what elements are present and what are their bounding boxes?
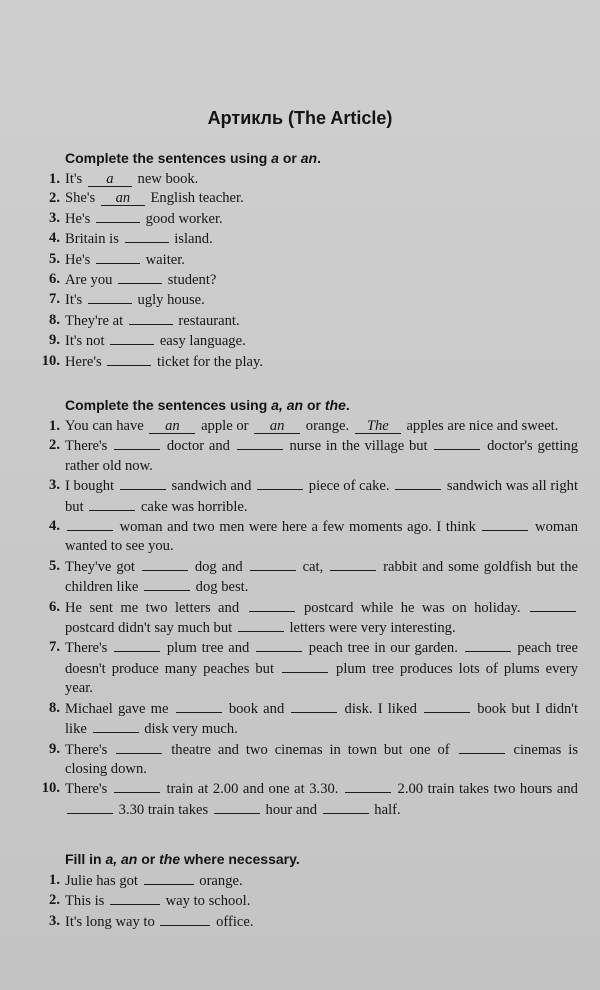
item-number: 5.: [49, 557, 60, 574]
instruction-keyword: a: [271, 150, 279, 166]
sentence-text: disk. I liked: [339, 700, 423, 717]
item-sentence: [65, 476, 578, 517]
exercise-item: [38, 517, 578, 557]
exercise-list: [38, 417, 578, 820]
item-number: 5.: [49, 250, 60, 267]
sentence-text: Britain is: [65, 231, 123, 248]
exercise-item: [38, 557, 578, 598]
instruction-text: or: [278, 150, 301, 166]
sentence-text: train at 2.00 and one at 3.30.: [161, 781, 343, 798]
sentence-text: island.: [170, 231, 213, 248]
answer-blank[interactable]: [120, 476, 166, 490]
answer-blank[interactable]: [93, 719, 139, 733]
sentence-text: woman wanted to see you.: [65, 519, 578, 555]
sentence-text: letters were very interesting.: [285, 620, 456, 637]
exercise-section-a-an: [38, 150, 578, 372]
item-number: 4.: [49, 518, 60, 535]
item-number: 3.: [49, 912, 60, 929]
answer-blank[interactable]: [129, 311, 173, 325]
page-title: Артикль (The Article): [207, 108, 393, 128]
sentence-text: cinemas is closing down.: [65, 741, 579, 777]
sentence-text: You can have: [65, 418, 148, 434]
item-number: 2.: [49, 437, 60, 454]
instruction-keyword: the: [159, 851, 181, 867]
item-sentence: [65, 517, 578, 557]
sentence-text: sandwich and: [167, 478, 256, 495]
sentence-text: new book.: [133, 171, 199, 187]
sentence-text: He's: [65, 210, 94, 227]
sentence-text: postcard while he was on holiday.: [296, 599, 528, 616]
sentence-text: It's not: [65, 333, 109, 350]
answer-blank[interactable]: [110, 331, 154, 345]
item-sentence: [65, 311, 578, 331]
item-sentence: [65, 699, 578, 740]
exercise-item: [38, 331, 578, 351]
item-number: 1.: [49, 872, 60, 888]
sentence-text: He sent me two letters and: [65, 599, 247, 616]
answer-blank[interactable]: [530, 598, 576, 612]
item-sentence: [65, 891, 578, 911]
sentence-text: ugly house.: [133, 292, 205, 309]
item-sentence: [65, 557, 578, 598]
sentence-text: Julie has got: [65, 873, 142, 889]
sentence-text: There's: [65, 438, 113, 455]
item-sentence: [65, 270, 578, 290]
sentence-text: plum tree and: [162, 640, 255, 657]
sentence-text: ticket for the play.: [153, 353, 263, 370]
sentence-text: office.: [212, 913, 254, 930]
answer-blank[interactable]: [114, 779, 160, 793]
item-sentence: [65, 436, 578, 476]
sentence-text: peach tree in our garden.: [304, 640, 463, 657]
exercise-item: [38, 311, 578, 331]
answer-blank[interactable]: [237, 436, 283, 450]
sentence-text: Michael gave me: [65, 700, 174, 717]
sentence-text: 3.30 train takes: [115, 801, 212, 818]
item-number: 9.: [49, 740, 60, 757]
exercise-item: [38, 189, 578, 208]
sentence-text: rabbit and some goldfish but the children like: [65, 558, 578, 596]
sentence-text: piece of cake.: [305, 478, 394, 495]
answer-blank[interactable]: an: [101, 192, 145, 206]
item-number: 1.: [49, 418, 60, 434]
answer-blank[interactable]: [330, 557, 376, 571]
exercise-item: [38, 436, 578, 476]
answer-blank[interactable]: [250, 557, 296, 571]
answer-blank[interactable]: [107, 352, 151, 366]
instruction-text: .: [317, 150, 321, 166]
answer-blank[interactable]: The: [355, 420, 401, 434]
sentence-text: It's long way to: [65, 913, 159, 930]
item-sentence: [65, 779, 578, 820]
answer-blank[interactable]: [160, 912, 210, 926]
answer-blank[interactable]: [89, 497, 135, 511]
item-number: 3.: [49, 209, 60, 226]
exercise-section-a-an-the: [38, 397, 578, 820]
answer-blank[interactable]: [96, 209, 140, 223]
sentence-text: dog and: [189, 558, 248, 575]
sentence-text: student?: [164, 272, 217, 289]
item-number: 7.: [49, 291, 60, 308]
item-sentence: [65, 352, 578, 372]
item-sentence: [65, 229, 578, 249]
answer-blank[interactable]: [249, 598, 295, 612]
item-number: 2.: [49, 892, 60, 909]
sentence-text: There's: [65, 741, 115, 758]
exercise-item: [38, 290, 578, 310]
sentence-text: hour and: [261, 801, 321, 818]
answer-blank[interactable]: [67, 517, 113, 531]
exercise-list: [38, 170, 578, 372]
sentence-text: orange.: [302, 418, 353, 434]
exercise-item: [38, 209, 578, 229]
exercise-item: [38, 352, 578, 372]
instruction-text: Complete the sentences using: [65, 397, 272, 413]
answer-blank[interactable]: [114, 638, 160, 652]
answer-blank[interactable]: [214, 800, 260, 814]
exercise-item: [38, 598, 578, 639]
sentence-text: easy language.: [156, 333, 246, 350]
sentence-text: woman and two men were here a few moments ago. I think: [115, 519, 481, 536]
item-sentence: [65, 638, 578, 698]
answer-blank[interactable]: [465, 638, 511, 652]
sentence-text: This is: [65, 893, 108, 910]
item-sentence: [65, 189, 578, 208]
answer-blank[interactable]: [238, 618, 284, 632]
instruction-keyword: a, an: [271, 397, 304, 413]
instruction: [65, 851, 578, 867]
sentence-text: She's: [65, 190, 99, 207]
item-number: 9.: [49, 332, 60, 349]
exercise-section-fill-in: [38, 851, 578, 932]
exercise-item: [38, 229, 578, 249]
answer-blank[interactable]: [434, 436, 480, 450]
answer-blank[interactable]: [291, 699, 337, 713]
exercise-item: [38, 476, 578, 517]
answer-blank[interactable]: [323, 800, 369, 814]
instruction-text: Fill in: [65, 851, 106, 867]
answer-blank[interactable]: an: [254, 420, 300, 434]
item-sentence: [65, 290, 578, 310]
instruction-text: Complete the sentences using: [65, 150, 272, 166]
sentence-text: book and: [223, 700, 290, 717]
sentence-text: They're at: [65, 312, 127, 329]
exercise-item: [38, 871, 578, 891]
answer-blank[interactable]: [114, 436, 160, 450]
answer-blank[interactable]: [67, 800, 113, 814]
item-number: 1.: [49, 171, 60, 187]
exercise-item: [38, 699, 578, 740]
sentence-text: peach tree doesn't produce many peaches but: [65, 640, 579, 677]
answer-blank[interactable]: [395, 476, 441, 490]
sentence-text: cat,: [297, 558, 329, 575]
answer-blank[interactable]: [482, 517, 528, 531]
sentence-text: They've got: [65, 558, 140, 575]
exercise-item: [38, 638, 578, 698]
instruction-keyword: the: [324, 397, 346, 413]
item-number: 10.: [41, 352, 60, 369]
sentence-text: There's: [65, 640, 113, 657]
sentence-text: waiter.: [141, 251, 185, 268]
sentence-text: cake was horrible.: [137, 498, 248, 515]
answer-blank[interactable]: [256, 638, 302, 652]
item-number: 2.: [49, 190, 60, 207]
instruction-keyword: a, an: [105, 851, 138, 867]
sentence-text: book but I didn't like: [65, 700, 578, 738]
sentence-text: doctor's getting rather old now.: [65, 438, 579, 474]
item-number: 8.: [49, 699, 60, 716]
answer-blank[interactable]: [424, 699, 470, 713]
exercise-item: [38, 891, 578, 911]
sentence-text: There's: [65, 781, 112, 798]
answer-blank[interactable]: a: [88, 173, 132, 187]
instruction-text: where necessary.: [180, 851, 300, 867]
sentence-text: Here's: [65, 353, 106, 370]
sentence-text: disk very much.: [140, 721, 238, 738]
item-sentence: [65, 598, 578, 639]
answer-blank[interactable]: [282, 659, 328, 673]
sentence-text: 2.00 train takes two hours and: [393, 781, 578, 798]
exercise-item: [38, 270, 578, 290]
item-sentence: [65, 740, 578, 780]
item-number: 6.: [49, 271, 60, 288]
answer-blank[interactable]: [345, 779, 391, 793]
item-number: 6.: [49, 598, 60, 615]
answer-blank[interactable]: [116, 740, 162, 754]
sentence-text: good worker.: [141, 210, 223, 227]
item-sentence: [65, 417, 578, 436]
instruction-text: .: [345, 397, 350, 413]
exercise-item: [38, 250, 578, 270]
instruction-keyword: an: [300, 150, 318, 166]
answer-blank[interactable]: [125, 229, 169, 243]
exercise-item: [38, 779, 578, 820]
item-sentence: [65, 209, 578, 229]
answer-blank[interactable]: [176, 699, 222, 713]
item-sentence: [65, 912, 578, 932]
answer-blank[interactable]: [88, 290, 132, 304]
exercise-item: [38, 417, 578, 436]
item-sentence: [65, 331, 578, 351]
sentence-text: English teacher.: [146, 190, 244, 207]
sentence-text: orange.: [195, 873, 243, 889]
sentence-text: apples are nice and sweet.: [402, 418, 559, 434]
instruction: [65, 150, 578, 166]
answer-blank[interactable]: [144, 577, 190, 591]
sentence-text: doctor and: [162, 438, 235, 455]
sentence-text: sandwich was all right but: [65, 478, 578, 515]
exercise-list: [38, 871, 578, 932]
sentence-text: theatre and two cinemas in town but one of: [164, 741, 457, 758]
sentence-text: way to school.: [161, 893, 251, 910]
sentence-text: nurse in the village but: [284, 438, 433, 455]
instruction-text: or: [303, 397, 325, 413]
item-sentence: [65, 871, 578, 891]
item-sentence: [65, 250, 578, 270]
item-number: 8.: [49, 311, 60, 328]
sentence-text: It's: [65, 292, 86, 309]
instruction-text: or: [137, 851, 160, 867]
answer-blank[interactable]: [144, 871, 194, 885]
sentence-text: apple or: [197, 418, 253, 434]
sentence-text: I bought: [65, 478, 118, 495]
answer-blank[interactable]: [142, 557, 188, 571]
answer-blank[interactable]: [118, 270, 162, 284]
sentence-text: restaurant.: [174, 312, 240, 329]
sentence-text: postcard didn't say much but: [65, 620, 236, 637]
answer-blank[interactable]: an: [149, 420, 195, 434]
answer-blank[interactable]: [110, 891, 160, 905]
sentence-text: dog best.: [192, 579, 249, 596]
exercise-item: [38, 740, 578, 780]
item-sentence: [65, 170, 578, 189]
answer-blank[interactable]: [257, 476, 303, 490]
item-number: 7.: [49, 639, 60, 656]
sentence-text: half.: [370, 801, 401, 818]
answer-blank[interactable]: [459, 740, 505, 754]
item-number: 10.: [41, 780, 60, 797]
answer-blank[interactable]: [96, 250, 140, 264]
sentence-text: Are you: [65, 272, 117, 289]
exercise-item: [38, 170, 578, 189]
sentence-text: plum tree produces lots of plums every year.: [65, 660, 579, 697]
item-number: 3.: [49, 477, 60, 494]
sentence-text: It's: [65, 171, 86, 187]
instruction: [65, 397, 578, 413]
item-number: 4.: [49, 230, 60, 247]
sentence-text: He's: [65, 251, 94, 268]
exercise-item: [38, 912, 578, 932]
